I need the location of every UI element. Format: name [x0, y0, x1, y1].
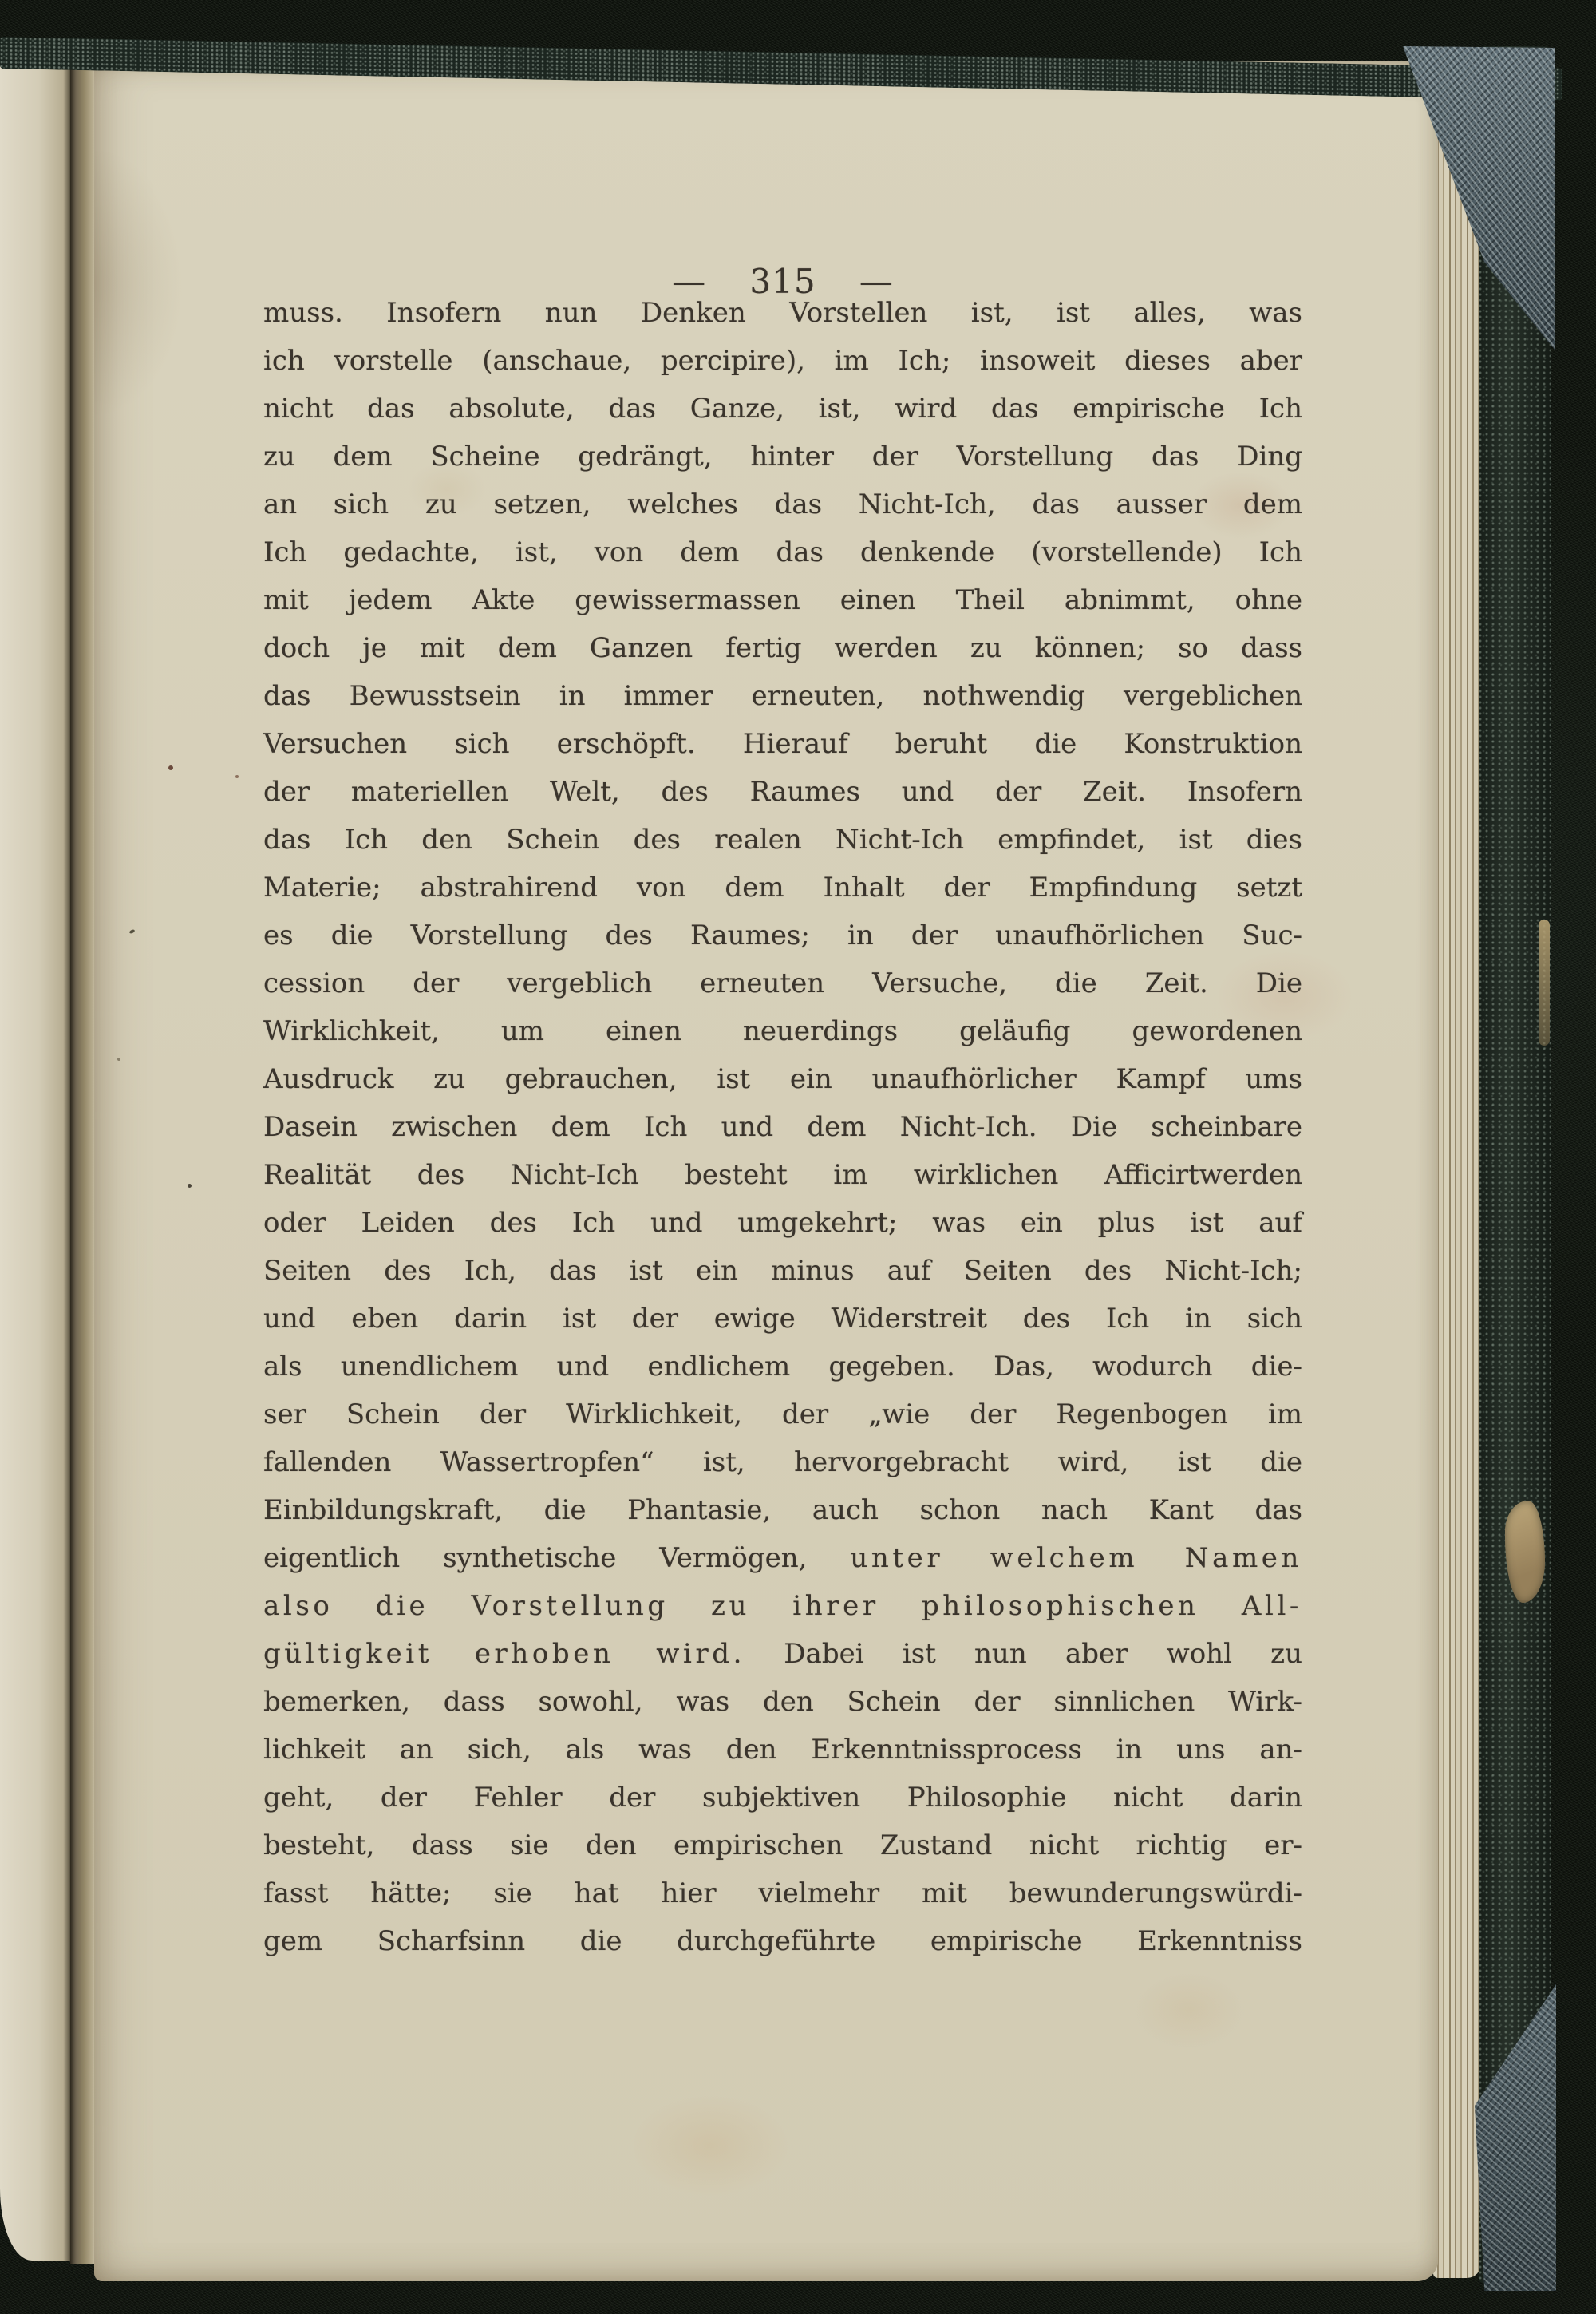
- text-line: es die Vorstellung des Raumes; in der unaufhörlichen Suc-: [263, 920, 1302, 951]
- text-line: und eben darin ist der ewige Widerstreit des Ich in sich: [263, 1303, 1302, 1335]
- text-line: Versuchen sich erschöpft. Hierauf beruht die Konstruktion: [263, 728, 1302, 760]
- ink-speck: [117, 1058, 120, 1061]
- text-line: Materie; abstrahirend von dem Inhalt der Empfindung setzt: [263, 872, 1302, 904]
- book-page: [94, 61, 1438, 2281]
- text-line: Seiten des Ich, das ist ein minus auf Seiten des Nicht-Ich;: [263, 1255, 1302, 1287]
- text-line: das Ich den Schein des realen Nicht-Ich empfindet, ist dies: [263, 824, 1302, 856]
- text-line: eigentlich synthetische Vermögen, unter welchem Namen: [263, 1542, 1302, 1574]
- text-line: doch je mit dem Ganzen fertig werden zu können; so dass: [263, 632, 1302, 664]
- text-line: zu dem Scheine gedrängt, hinter der Vorstellung das Ding: [263, 441, 1302, 473]
- ink-speck: [168, 765, 173, 770]
- text-line: gültigkeit erhoben wird. Dabei ist nun aber wohl zu: [263, 1638, 1302, 1670]
- text-line: Wirklichkeit, um einen neuerdings geläufig gewordenen: [263, 1015, 1302, 1047]
- cover-right-edge: [1479, 46, 1551, 2283]
- text-line: cession der vergeblich erneuten Versuche, die Zeit. Die: [263, 967, 1302, 999]
- text-line: fallenden Wassertropfen“ ist, hervorgebracht wird, ist die: [263, 1446, 1302, 1478]
- text-line: als unendlichem und endlichem gegeben. Das, wodurch die-: [263, 1351, 1302, 1382]
- cover-wear-mark: [1505, 1501, 1545, 1603]
- text-line: also die Vorstellung zu ihrer philosophischen All-: [263, 1590, 1302, 1622]
- text-line: an sich zu setzen, welches das Nicht-Ich, das ausser dem: [263, 489, 1302, 520]
- text-line: gem Scharfsinn die durchgeführte empirische Erkenntniss: [263, 1925, 1302, 1957]
- text-line: Ausdruck zu gebrauchen, ist ein unaufhörlicher Kampf ums: [263, 1063, 1302, 1095]
- page-number: — 315 —: [672, 262, 894, 301]
- cover-wear-scratch: [1539, 920, 1550, 1046]
- text-line: der materiellen Welt, des Raumes und der Zeit. Insofern: [263, 776, 1302, 808]
- text-line: lichkeit an sich, als was den Erkenntnissprocess in uns an-: [263, 1734, 1302, 1766]
- text-line: das Bewusstsein in immer erneuten, nothwendig vergeblichen: [263, 680, 1302, 712]
- ink-speck: [235, 775, 239, 778]
- text-line: geht, der Fehler der subjektiven Philosophie nicht darin: [263, 1782, 1302, 1814]
- text-line: nicht das absolute, das Ganze, ist, wird das empirische Ich: [263, 393, 1302, 425]
- text-line: Realität des Nicht-Ich besteht im wirklichen Afficirtwerden: [263, 1159, 1302, 1191]
- page-text: [263, 289, 1302, 1965]
- text-line: Einbildungskraft, die Phantasie, auch schon nach Kant das: [263, 1494, 1302, 1526]
- text-line: fasst hätte; sie hat hier vielmehr mit bewunderungswürdi-: [263, 1877, 1302, 1909]
- ink-speck: [188, 1184, 192, 1188]
- text-line: ich vorstelle (anschaue, percipire), im Ich; insoweit dieses aber: [263, 345, 1302, 377]
- text-line: Ich gedachte, ist, von dem das denkende (vorstellende) Ich: [263, 536, 1302, 568]
- text-line: bemerken, dass sowohl, was den Schein der sinnlichen Wirk-: [263, 1686, 1302, 1718]
- text-line: Dasein zwischen dem Ich und dem Nicht-Ich. Die scheinbare: [263, 1111, 1302, 1143]
- text-line: ser Schein der Wirklichkeit, der „wie der Regenbogen im: [263, 1398, 1302, 1430]
- text-line: mit jedem Akte gewissermassen einen Theil abnimmt, ohne: [263, 584, 1302, 616]
- page-edge-stack: [1433, 73, 1481, 2278]
- text-line: oder Leiden des Ich und umgekehrt; was ein plus ist auf: [263, 1207, 1302, 1239]
- text-line: besteht, dass sie den empirischen Zustand nicht richtig er-: [263, 1829, 1302, 1861]
- book-gutter: [70, 53, 96, 2264]
- text-line: muss. Insofern nun Denken Vorstellen ist, ist alles, was: [263, 297, 1302, 329]
- left-page-edge: [0, 51, 70, 2261]
